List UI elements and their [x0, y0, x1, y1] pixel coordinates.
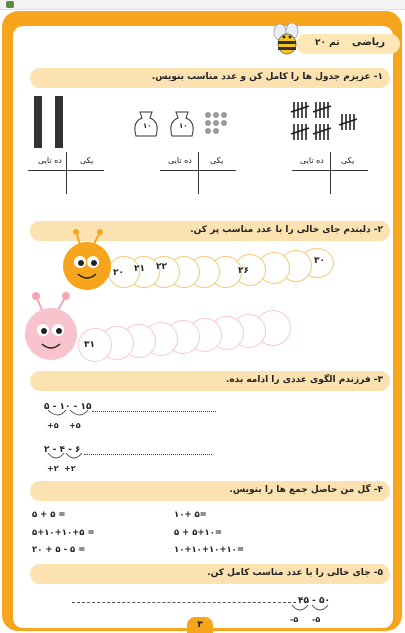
ones-label: یکی — [341, 156, 355, 165]
bee-icon — [272, 22, 302, 56]
addition-equation: ۱۰+۱۰+۱۰+۱۰= — [174, 545, 244, 555]
answer-dotted-line — [84, 454, 212, 455]
question-4-title: ۴- گل من حاصل جمع ها را بنویس. — [229, 485, 383, 495]
pattern-step: +۵ — [69, 421, 81, 430]
tens-rod-icon — [55, 96, 63, 148]
caterpillar-head-icon — [22, 290, 80, 362]
caterpillar-number: ۲۶ — [238, 266, 249, 276]
pattern-step: -۵ — [312, 615, 321, 624]
answer-dotted-line — [92, 411, 216, 412]
bag-label: ۱۰ — [179, 122, 188, 130]
question-2-title: ۲- دلبندم جای خالی را با عدد مناسب پر کن. — [190, 225, 383, 235]
caterpillar-head-icon — [60, 228, 116, 292]
caterpillar-number: ۲۱ — [134, 264, 145, 274]
caterpillar-number: ۲۰ — [113, 268, 124, 278]
caterpillar-number: ۲۲ — [156, 262, 167, 272]
question-3-title: ۳- فرزندم الگوی عددی را ادامه بده. — [225, 375, 383, 385]
pattern-step: +۲ — [47, 464, 59, 473]
bag-label: ۱۰ — [143, 122, 152, 130]
tens-label: ده تایی — [300, 156, 324, 165]
pattern-step: +۲ — [64, 464, 76, 473]
subject-label: ریاضی — [351, 37, 385, 48]
jump-arrows-icon — [44, 451, 88, 463]
pattern-step: +۵ — [47, 421, 59, 430]
answer-dashed-line — [72, 602, 296, 603]
pattern-sequence-2: ۲ - ۴ - ۶ — [44, 445, 81, 455]
pattern-step: -۵ — [290, 615, 299, 624]
ones-label: یکی — [210, 156, 224, 165]
count-down-sequence: ۴۵ - ۵۰ — [298, 596, 330, 606]
addition-equation: ۲۰ + ۵ - ۵ = — [32, 545, 86, 555]
addition-equation: ۵+۱۰+۱۰+۵ = — [32, 528, 95, 538]
page-number: ۳ — [187, 617, 213, 633]
addition-equation: ۵ + ۵ = — [32, 510, 66, 520]
pattern-sequence-1: ۵ - ۱۰ - ۱۵ — [44, 402, 92, 412]
addition-equation: ۵ + ۵+۱۰= — [174, 528, 223, 538]
tens-rod-icon — [34, 96, 42, 148]
ones-label: یکی — [80, 156, 94, 165]
tally-marks-icon — [290, 100, 362, 144]
tens-label: ده تایی — [168, 156, 192, 165]
question-5-title: ۵- جای خالی را با عدد مناسب کامل کن. — [207, 568, 383, 578]
jump-arrows-icon — [286, 603, 334, 615]
theme-label: تم ۲۰ — [315, 38, 340, 48]
jump-arrows-icon — [44, 408, 94, 420]
caterpillar-number: ۳۰ — [314, 256, 325, 266]
caterpillar-number: ۳۱ — [84, 340, 95, 350]
addition-equation: ۱۰+ ۵= — [174, 510, 207, 520]
question-1-title: ۱- عزیزم جدول ها را کامل کن و عدد مناسب بنویس. — [151, 72, 383, 82]
app-logo-icon — [6, 1, 14, 8]
viewer-top-bar — [0, 0, 405, 10]
tens-label: ده تایی — [38, 156, 62, 165]
